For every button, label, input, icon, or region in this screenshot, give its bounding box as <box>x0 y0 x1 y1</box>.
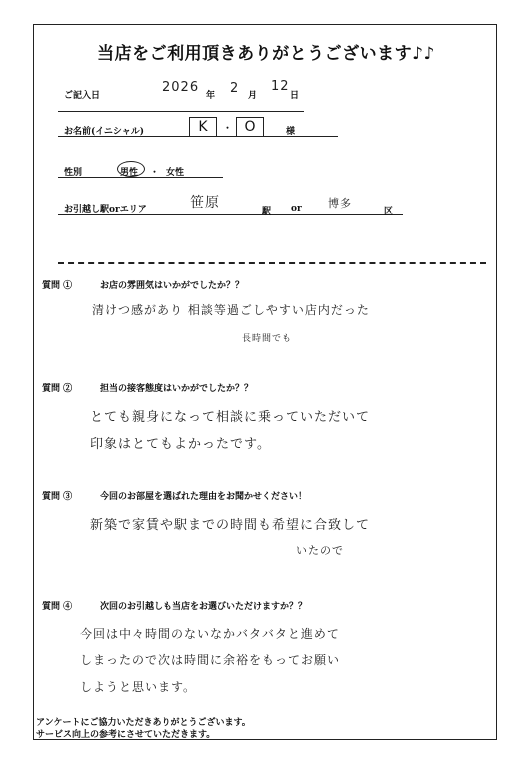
date-year-unit: 年 <box>206 91 216 101</box>
footer-line-1: アンケートにご協力いただきありがとうございます。 <box>36 718 251 728</box>
answer-2-line-1: とても親身になって相談に乗っていただいて <box>90 410 371 425</box>
question-2-label: 質問 ② <box>42 384 73 394</box>
answer-4-line-3: しようと思います。 <box>80 680 197 694</box>
initial-separator: ・ <box>223 124 233 134</box>
date-month-unit: 月 <box>248 91 258 101</box>
answer-2-line-2: 印象はとてもよかったです。 <box>90 437 271 452</box>
page-title: 当店をご利用頂きありがとうございます♪♪ <box>97 44 435 64</box>
date-month: 2 <box>230 81 240 96</box>
date-day-unit: 日 <box>290 91 300 101</box>
name-honorific: 様 <box>286 127 296 137</box>
area-or: or <box>291 204 302 214</box>
area-ward: 博多 <box>328 197 352 210</box>
initial-box-1: K <box>189 117 217 137</box>
question-2-text: 担当の接客態度はいかがでしたか？？ <box>100 384 254 394</box>
answer-3-line-1: 新築で家賃や駅までの時間も希望に合致して <box>90 518 371 533</box>
answer-1-note: 長時間でも <box>242 334 293 344</box>
question-3-label: 質問 ③ <box>42 492 73 502</box>
question-4-text: 次回のお引越しも当店をお選びいただけますか？？ <box>100 602 308 612</box>
area-ward-unit: 区 <box>384 207 394 217</box>
footer-line-2: サービス向上の参考にさせていただきます。 <box>36 730 216 740</box>
survey-sheet <box>33 24 497 740</box>
question-1-text: お店の雰囲気はいかがでしたか？？ <box>100 281 245 291</box>
gender-male: 男性 <box>120 168 139 178</box>
area-station-unit: 駅 <box>262 207 272 217</box>
initial-box-2: O <box>236 117 264 137</box>
answer-1-line-1: 清けつ感があり 相談等過ごしやすい店内だった <box>92 303 370 317</box>
area-station: 笹原 <box>190 195 220 211</box>
date-label: ご記入日 <box>64 91 101 101</box>
area-label: お引越し駅orエリア <box>64 205 147 215</box>
question-3-text: 今回のお部屋を選ばれた理由をお聞かせください！ <box>100 492 308 502</box>
date-year: 2026 <box>162 80 200 95</box>
question-1-label: 質問 ① <box>42 281 73 291</box>
date-day: 12 <box>271 79 290 94</box>
date-value-underline <box>164 95 304 112</box>
name-label: お名前(イニシャル) <box>64 127 144 137</box>
section-divider <box>58 262 486 264</box>
answer-3-line-2: いたので <box>296 544 344 557</box>
gender-separator: ・ <box>150 168 160 178</box>
gender-female: 女性 <box>166 168 185 178</box>
answer-4-line-1: 今回は中々時間のないなかバタバタと進めて <box>80 627 340 641</box>
answer-4-line-2: しまったので次は時間に余裕をもってお願い <box>80 653 341 667</box>
gender-label: 性別 <box>64 168 83 178</box>
question-4-label: 質問 ④ <box>42 602 73 612</box>
